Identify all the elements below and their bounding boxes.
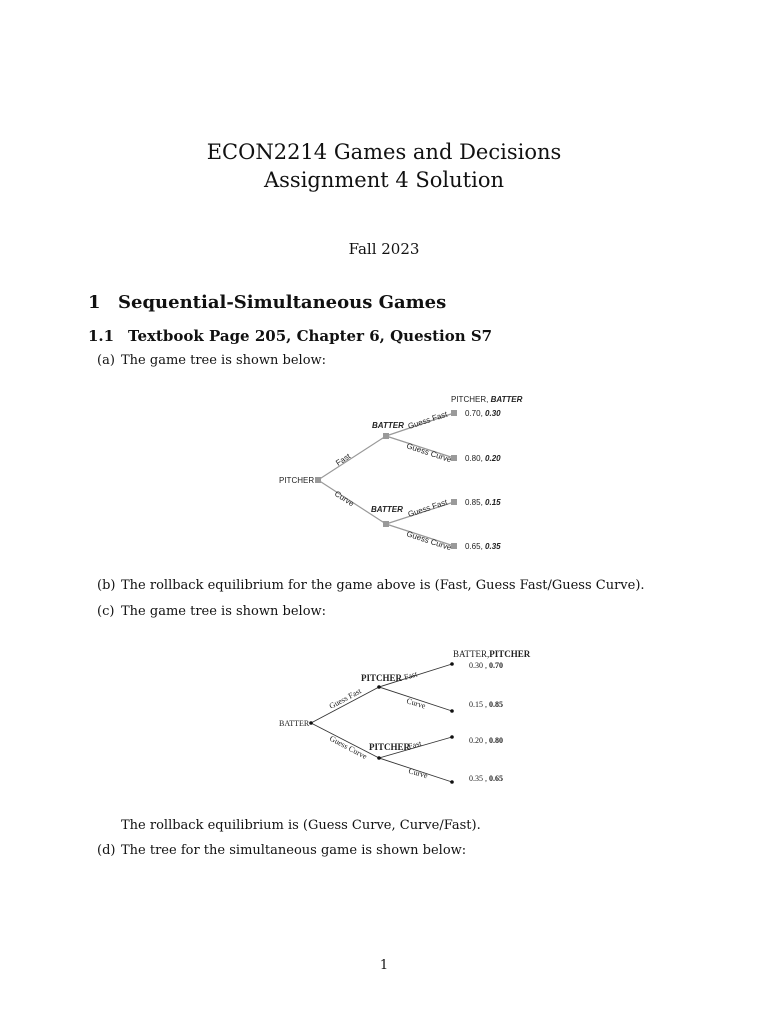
item-text: The game tree is shown below:: [121, 604, 327, 619]
terminal-node: [450, 735, 454, 739]
node-top-label: PITCHER: [361, 673, 403, 683]
node-bottom-label: BATTER: [371, 505, 403, 514]
payoff: 0.15 , 0.85: [469, 700, 503, 709]
branch-label: Guess Curve: [405, 441, 453, 465]
section-number: 1: [88, 292, 101, 313]
item-label: (b): [97, 578, 116, 593]
decision-node-bottom: [377, 756, 381, 760]
root-label: PITCHER: [279, 476, 315, 485]
payoff: 0.30 , 0.70: [469, 661, 503, 670]
tree-header: BATTER,PITCHER: [453, 649, 531, 659]
item-text: The game tree is shown below:: [121, 353, 327, 368]
node-bottom-label: PITCHER: [369, 742, 411, 752]
section-title: Sequential-Simultaneous Games: [118, 292, 447, 313]
branch-label: Fast: [402, 669, 419, 682]
document-title-line2: Assignment 4 Solution: [263, 168, 504, 192]
branch-label: Fast: [407, 738, 423, 751]
tree-header: PITCHER, BATTER: [451, 395, 523, 404]
subsection-number: 1.1: [88, 327, 115, 345]
edge-label-fast: Fast: [334, 451, 353, 468]
edge-label-guess-fast: Guess Fast: [327, 686, 363, 711]
root-node: [315, 477, 321, 483]
page-number: 1: [379, 958, 389, 973]
edge-fast: [318, 436, 386, 480]
item-c-followup: The rollback equilibrium is (Guess Curve, Curve/Fast).: [121, 818, 481, 833]
terminal-node: [450, 709, 454, 713]
payoff: 0.85, 0.15: [465, 498, 501, 507]
item-label: (d): [97, 843, 116, 858]
edge-label-curve: Curve: [332, 489, 356, 509]
payoff: 0.70, 0.30: [465, 409, 501, 418]
document-date: Fall 2023: [348, 240, 420, 258]
decision-node-top: [383, 433, 389, 439]
node-top-label: BATTER: [372, 421, 404, 430]
item-label: (a): [97, 353, 115, 368]
decision-node-bottom: [383, 521, 389, 527]
document-title-line1: ECON2214 Games and Decisions: [206, 140, 562, 164]
item-label: (c): [97, 604, 115, 619]
decision-node-top: [377, 685, 381, 689]
payoff: 0.65, 0.35: [465, 542, 501, 551]
edge-guess-fast: [311, 687, 379, 723]
branch-label: Guess Fast: [406, 409, 449, 431]
branch-label: Guess Curve: [405, 529, 453, 553]
subsection-title: Textbook Page 205, Chapter 6, Question S7: [128, 327, 493, 345]
payoff: 0.20 , 0.80: [469, 736, 503, 745]
branch-label: Curve: [407, 766, 429, 781]
terminal-node: [451, 410, 457, 416]
edge-label-guess-curve: Guess Curve: [328, 733, 369, 762]
root-node: [309, 721, 313, 725]
branch-label: Guess Fast: [406, 497, 449, 519]
item-text: The tree for the simultaneous game is shown below:: [121, 843, 467, 858]
payoff: 0.35 , 0.65: [469, 774, 503, 783]
item-c: [97, 604, 326, 619]
item-b: [97, 578, 645, 593]
item-text: The rollback equilibrium for the game above is (Fast, Guess Fast/Guess Curve).: [121, 578, 645, 593]
payoff: 0.80, 0.20: [465, 454, 501, 463]
root-label: BATTER: [279, 719, 310, 728]
item-d: [97, 843, 466, 858]
terminal-node: [451, 499, 457, 505]
terminal-node: [450, 662, 454, 666]
terminal-node: [450, 780, 454, 784]
branch-label: Curve: [405, 696, 427, 711]
